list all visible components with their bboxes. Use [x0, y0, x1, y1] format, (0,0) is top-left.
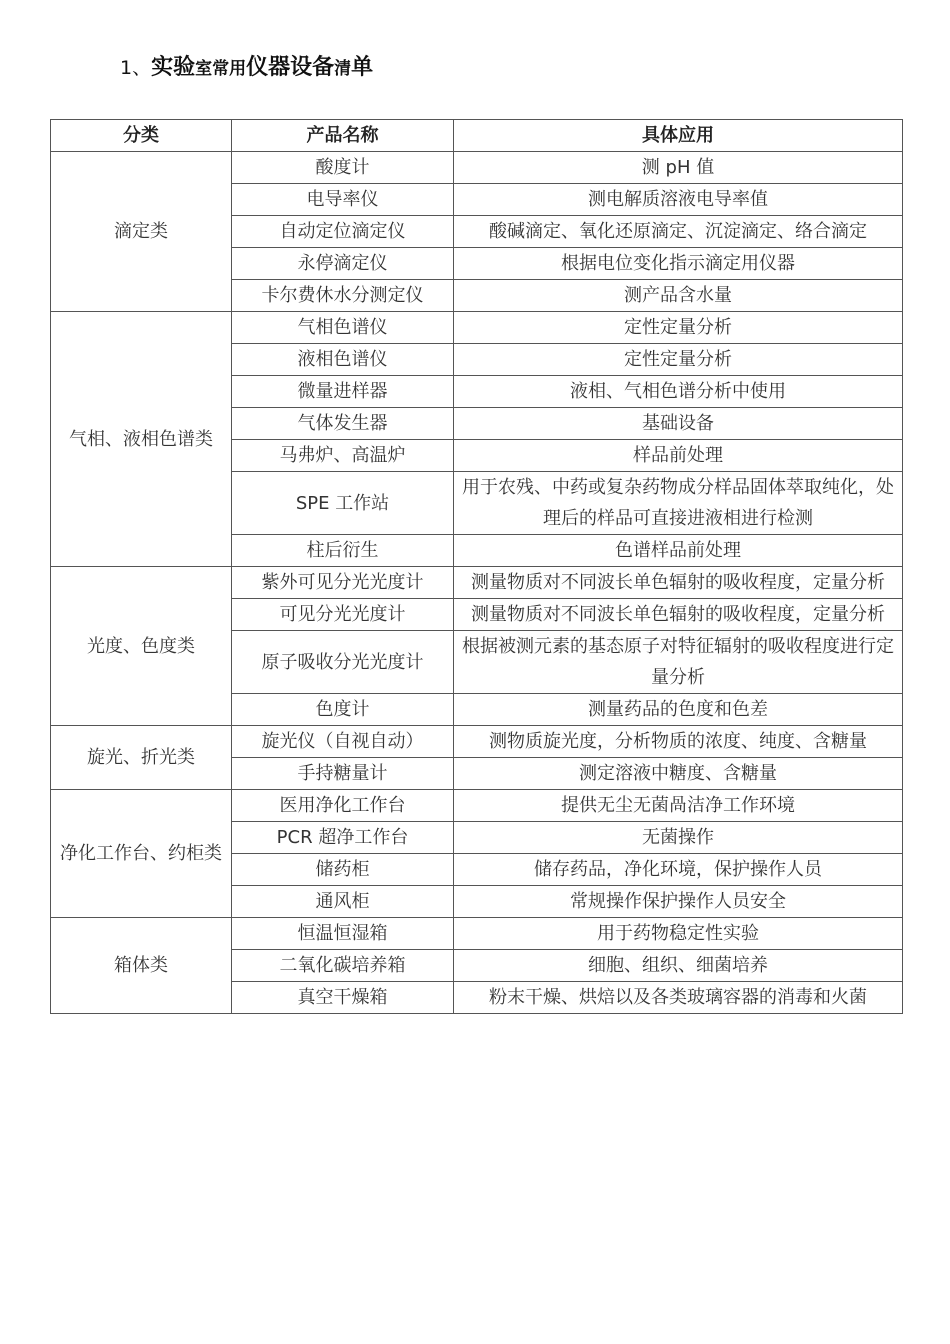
- title-number: 1: [120, 57, 133, 79]
- category-cell: 气相、液相色谱类: [51, 312, 232, 567]
- product-name-cell: 液相色谱仪: [232, 344, 454, 376]
- product-name-cell: 永停滴定仪: [232, 248, 454, 280]
- title-part: 实验: [151, 55, 196, 80]
- table-row: [51, 567, 903, 599]
- header-product-name: 产品名称: [232, 120, 454, 152]
- product-name-cell: 恒温恒湿箱: [232, 918, 454, 950]
- table-row: [51, 790, 903, 822]
- application-cell: 测量药品的色度和色差: [454, 694, 903, 726]
- table-header-row: [51, 120, 903, 152]
- product-name-cell: 真空干燥箱: [232, 982, 454, 1014]
- application-cell: 测量物质对不同波长单色辐射的吸收程度，定量分析: [454, 567, 903, 599]
- title-part: 清: [334, 59, 352, 79]
- application-cell: 测物质旋光度，分析物质的浓度、纯度、含糖量: [454, 726, 903, 758]
- page-title: [120, 48, 373, 84]
- product-name-cell: 马弗炉、高温炉: [232, 440, 454, 472]
- application-cell: 基础设备: [454, 408, 903, 440]
- title-part: 室常用: [195, 59, 247, 79]
- application-cell: 用于药物稳定性实验: [454, 918, 903, 950]
- product-name-cell: 气相色谱仪: [232, 312, 454, 344]
- application-cell: 储存药品，净化环境，保护操作人员: [454, 854, 903, 886]
- product-name-cell: 手持糖量计: [232, 758, 454, 790]
- title-separator: 、: [132, 57, 152, 79]
- table-row: [51, 312, 903, 344]
- application-cell: 测 pH 值: [454, 152, 903, 184]
- category-cell: 光度、色度类: [51, 567, 232, 726]
- product-name-cell: 储药柜: [232, 854, 454, 886]
- application-cell: 粉末干燥、烘焙以及各类玻璃容器的消毒和火菌: [454, 982, 903, 1014]
- product-name-cell: 色度计: [232, 694, 454, 726]
- application-cell: 用于农残、中药或复杂药物成分样品固体萃取纯化，处理后的样品可直接进液相进行检测: [454, 472, 903, 535]
- table-row: [51, 726, 903, 758]
- application-cell: 测量物质对不同波长单色辐射的吸收程度，定量分析: [454, 599, 903, 631]
- category-cell: 箱体类: [51, 918, 232, 1014]
- application-cell: 根据电位变化指示滴定用仪器: [454, 248, 903, 280]
- category-cell: 滴定类: [51, 152, 232, 312]
- application-cell: 液相、气相色谱分析中使用: [454, 376, 903, 408]
- product-name-cell: 卡尔费休水分测定仪: [232, 280, 454, 312]
- table-row: [51, 152, 903, 184]
- title-part: 单: [351, 55, 374, 80]
- product-name-cell: 医用净化工作台: [232, 790, 454, 822]
- product-name-cell: SPE 工作站: [232, 472, 454, 535]
- product-name-cell: 电导率仪: [232, 184, 454, 216]
- product-name-cell: 可见分光光度计: [232, 599, 454, 631]
- product-name-cell: 柱后衍生: [232, 535, 454, 567]
- application-cell: 测产品含水量: [454, 280, 903, 312]
- product-name-cell: 原子吸收分光光度计: [232, 631, 454, 694]
- application-cell: 测定溶液中糖度、含糖量: [454, 758, 903, 790]
- category-cell: 旋光、折光类: [51, 726, 232, 790]
- application-cell: 根据被测元素的基态原子对特征辐射的吸收程度进行定量分析: [454, 631, 903, 694]
- product-name-cell: 通风柜: [232, 886, 454, 918]
- product-name-cell: 微量进样器: [232, 376, 454, 408]
- application-cell: 色谱样品前处理: [454, 535, 903, 567]
- title-part: 设备: [290, 55, 335, 80]
- product-name-cell: 自动定位滴定仪: [232, 216, 454, 248]
- application-cell: 细胞、组织、细菌培养: [454, 950, 903, 982]
- application-cell: 提供无尘无菌咼洁净工作环境: [454, 790, 903, 822]
- header-category: 分类: [51, 120, 232, 152]
- product-name-cell: 酸度计: [232, 152, 454, 184]
- category-cell: 净化工作台、约柜类: [51, 790, 232, 918]
- application-cell: 样品前处理: [454, 440, 903, 472]
- application-cell: 常规操作保护操作人员安全: [454, 886, 903, 918]
- product-name-cell: 气体发生器: [232, 408, 454, 440]
- product-name-cell: 旋光仪（自视自动）: [232, 726, 454, 758]
- table-row: [51, 918, 903, 950]
- equipment-table: [50, 119, 903, 1014]
- product-name-cell: PCR 超净工作台: [232, 822, 454, 854]
- product-name-cell: 紫外可见分光光度计: [232, 567, 454, 599]
- application-cell: 定性定量分析: [454, 312, 903, 344]
- product-name-cell: 二氧化碳培养箱: [232, 950, 454, 982]
- application-cell: 无菌操作: [454, 822, 903, 854]
- application-cell: 测电解质溶液电导率值: [454, 184, 903, 216]
- header-application: 具体应用: [454, 120, 903, 152]
- application-cell: 酸碱滴定、氧化还原滴定、沉淀滴定、络合滴定: [454, 216, 903, 248]
- application-cell: 定性定量分析: [454, 344, 903, 376]
- title-part: 仪器: [246, 55, 291, 80]
